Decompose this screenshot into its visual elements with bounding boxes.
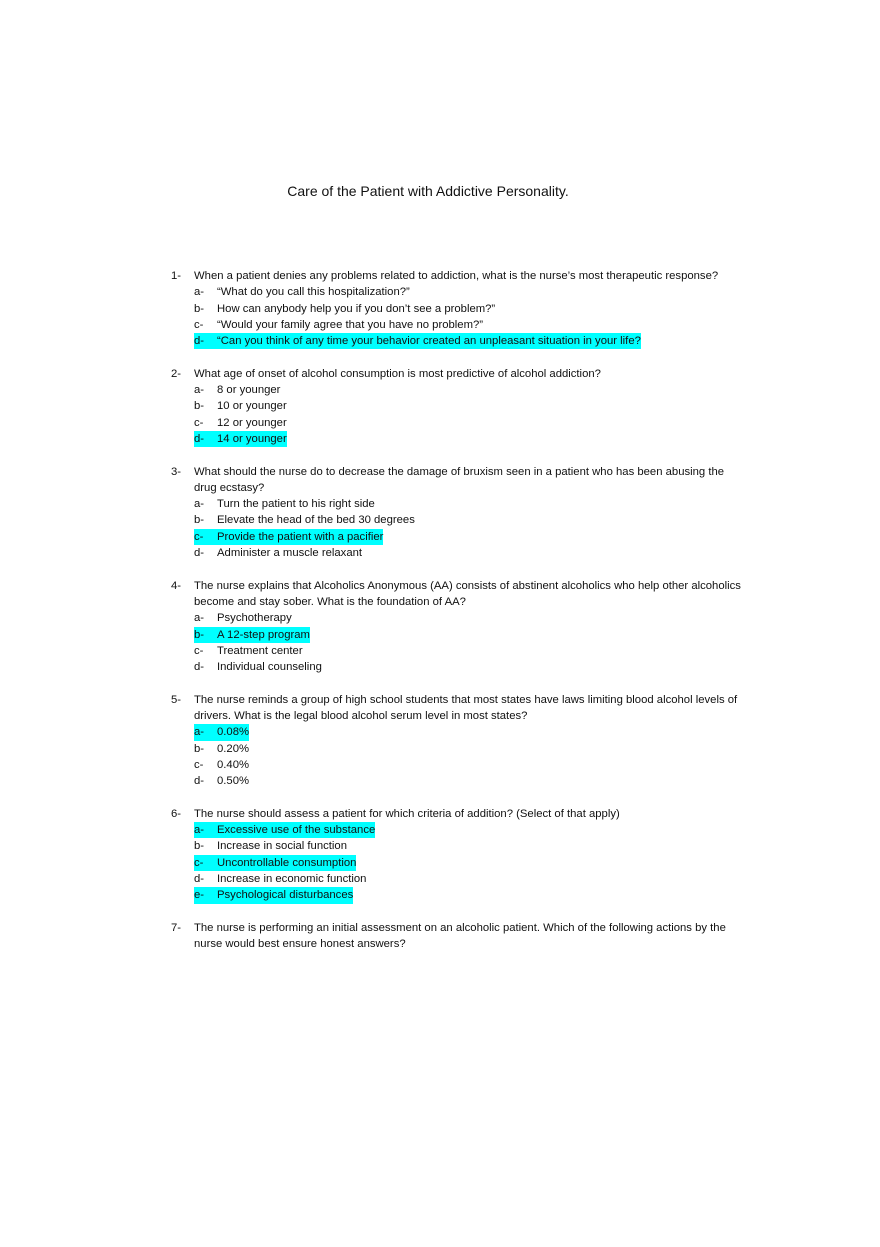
answer-option-highlighted	[194, 822, 741, 838]
question-stem	[171, 464, 741, 497]
option-letter: c-	[194, 318, 204, 331]
question-stem	[171, 578, 741, 611]
question-number: 5-	[171, 693, 182, 706]
option-text: Increase in social function	[217, 840, 347, 853]
question-stem	[171, 366, 741, 382]
option-letter: a-	[194, 612, 205, 625]
option-text: 0.50%	[217, 775, 250, 788]
document-title: Care of the Patient with Addictive Personality.	[287, 183, 569, 199]
question-1	[171, 268, 741, 349]
question-stem	[171, 268, 741, 284]
answer-option	[194, 398, 741, 414]
answer-option	[194, 838, 741, 854]
option-letter: d-	[194, 775, 205, 788]
answer-option	[194, 871, 741, 887]
option-text: 0.40%	[217, 758, 250, 771]
option-letter: e-	[194, 889, 205, 902]
answer-option-highlighted	[194, 529, 741, 545]
answer-option	[194, 284, 741, 300]
question-number: 7-	[171, 921, 182, 934]
option-letter: a-	[194, 726, 205, 739]
option-letter: b-	[194, 840, 205, 853]
answer-option-highlighted	[194, 855, 741, 871]
question-6	[171, 806, 741, 904]
answer-option	[194, 610, 741, 626]
option-letter: c-	[194, 530, 204, 543]
answer-option	[194, 415, 741, 431]
answer-option-highlighted	[194, 333, 741, 349]
option-letter: c-	[194, 416, 204, 429]
question-number: 3-	[171, 465, 182, 478]
answer-option	[194, 773, 741, 789]
question-text: The nurse reminds a group of high school students that most states have laws limiting blood alcohol levels of drivers. What is the legal blood alcohol serum level in most states?	[194, 693, 738, 723]
question-number: 4-	[171, 579, 182, 592]
option-text: Turn the patient to his right side	[217, 498, 375, 511]
option-text: Uncontrollable consumption	[217, 856, 357, 869]
option-text: 8 or younger	[217, 384, 281, 397]
answer-option	[194, 757, 741, 773]
option-text: Psychotherapy	[217, 612, 292, 625]
answer-option-highlighted	[194, 887, 741, 903]
answer-option-highlighted	[194, 627, 741, 643]
option-text: “What do you call this hospitalization?”	[217, 286, 410, 299]
answer-option	[194, 659, 741, 675]
answer-option	[194, 643, 741, 659]
question-number: 6-	[171, 807, 182, 820]
option-text: “Would your family agree that you have no problem?”	[217, 318, 484, 331]
answer-option-highlighted	[194, 431, 741, 447]
question-stem	[171, 920, 741, 953]
option-text: Administer a muscle relaxant	[217, 547, 363, 560]
option-text: Elevate the head of the bed 30 degrees	[217, 514, 415, 527]
option-letter: b-	[194, 514, 205, 527]
answer-option	[194, 317, 741, 333]
question-text: What should the nurse do to decrease the damage of bruxism seen in a patient who has been abusing the drug ecstasy?	[194, 465, 725, 494]
option-letter: a-	[194, 824, 205, 837]
option-letter: a-	[194, 498, 205, 511]
option-letter: d-	[194, 335, 205, 348]
option-letter: c-	[194, 644, 204, 657]
question-text: The nurse should assess a patient for which criteria of addition? (Select of that apply)	[194, 807, 620, 820]
question-number: 1-	[171, 270, 182, 282]
question-4	[171, 578, 741, 676]
option-text: Provide the patient with a pacifier	[217, 530, 384, 543]
option-text: 14 or younger	[217, 432, 287, 445]
answer-option	[194, 512, 741, 528]
option-text: A 12-step program	[217, 628, 310, 641]
answer-option	[194, 545, 741, 561]
question-text: The nurse is performing an initial assessment on an alcoholic patient. Which of the following actions by the nurse would best ensure honest answers?	[194, 921, 726, 951]
question-2	[171, 366, 741, 447]
question-list	[171, 268, 741, 969]
option-text: Excessive use of the substance	[217, 824, 376, 837]
option-letter: d-	[194, 661, 205, 674]
option-text: How can anybody help you if you don’t see a problem?”	[217, 302, 496, 315]
option-text: 12 or younger	[217, 416, 287, 429]
question-text: When a patient denies any problems related to addiction, what is the nurse’s most therapeutic response?	[194, 270, 719, 282]
question-5	[171, 692, 741, 790]
option-text: 0.20%	[217, 742, 250, 755]
option-letter: c-	[194, 758, 204, 771]
option-letter: b-	[194, 302, 205, 315]
option-letter: b-	[194, 400, 205, 413]
option-letter: a-	[194, 286, 205, 299]
answer-option-highlighted	[194, 724, 741, 740]
option-text: 10 or younger	[217, 400, 287, 413]
question-number: 2-	[171, 367, 182, 380]
answer-option	[194, 741, 741, 757]
question-stem	[171, 692, 741, 725]
option-letter: c-	[194, 856, 204, 869]
option-letter: a-	[194, 384, 205, 397]
answer-option	[194, 496, 741, 512]
option-letter: d-	[194, 872, 205, 885]
option-letter: d-	[194, 547, 205, 560]
answer-option	[194, 382, 741, 398]
option-text: Increase in economic function	[217, 872, 367, 885]
answer-option	[194, 301, 741, 317]
option-letter: d-	[194, 432, 205, 445]
question-text: What age of onset of alcohol consumption is most predictive of alcohol addiction?	[194, 367, 601, 380]
question-text: The nurse explains that Alcoholics Anonymous (AA) consists of abstinent alcoholics who help other alcoholics become and stay sober. What is the foundation of AA?	[194, 579, 741, 608]
option-text: Psychological disturbances	[217, 889, 354, 902]
option-letter: b-	[194, 742, 205, 755]
option-text: “Can you think of any time your behavior created an unpleasant situation in your life?	[217, 335, 641, 348]
option-text: 0.08%	[217, 726, 250, 739]
option-text: Individual counseling	[217, 661, 322, 674]
question-7	[171, 920, 741, 953]
option-letter: b-	[194, 628, 205, 641]
question-stem	[171, 806, 741, 822]
option-text: Treatment center	[217, 644, 303, 657]
question-3	[171, 464, 741, 562]
